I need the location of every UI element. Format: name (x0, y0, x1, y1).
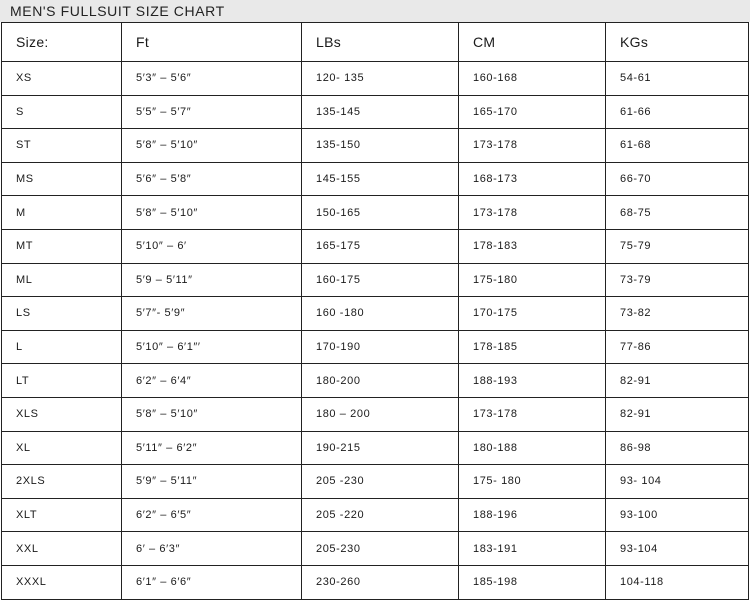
weight-kgs-cell: 82-91 (606, 364, 749, 398)
height-ft-cell: 5′3″ – 5′6″ (122, 62, 302, 96)
table-row (2, 498, 749, 532)
table-row (2, 565, 749, 599)
weight-lbs-cell: 135-150 (302, 129, 459, 163)
size-cell: XXL (2, 532, 122, 566)
height-ft-cell: 5′11″ – 6′2″ (122, 431, 302, 465)
header-lbs: LBs (302, 23, 459, 62)
header-kgs: KGs (606, 23, 749, 62)
height-cm-cell: 180-188 (459, 431, 606, 465)
table-row (2, 129, 749, 163)
size-cell: LT (2, 364, 122, 398)
height-ft-cell: 6′2″ – 6′5″ (122, 498, 302, 532)
weight-lbs-cell: 180-200 (302, 364, 459, 398)
height-cm-cell: 178-183 (459, 229, 606, 263)
header-ft: Ft (122, 23, 302, 62)
header-cm: CM (459, 23, 606, 62)
height-cm-cell: 188-193 (459, 364, 606, 398)
table-row (2, 62, 749, 96)
header-row (2, 23, 749, 62)
weight-lbs-cell: 170-190 (302, 330, 459, 364)
table-row (2, 196, 749, 230)
weight-lbs-cell: 160-175 (302, 263, 459, 297)
table-row (2, 229, 749, 263)
weight-kgs-cell: 75-79 (606, 229, 749, 263)
weight-kgs-cell: 77-86 (606, 330, 749, 364)
weight-kgs-cell: 93-100 (606, 498, 749, 532)
height-ft-cell: 5′6″ – 5′8″ (122, 162, 302, 196)
height-ft-cell: 6′1″ – 6′6″ (122, 565, 302, 599)
height-cm-cell: 173-178 (459, 196, 606, 230)
weight-kgs-cell: 73-82 (606, 297, 749, 331)
weight-lbs-cell: 160 -180 (302, 297, 459, 331)
height-cm-cell: 175- 180 (459, 465, 606, 499)
table-row (2, 364, 749, 398)
size-cell: 2XLS (2, 465, 122, 499)
height-cm-cell: 188-196 (459, 498, 606, 532)
weight-lbs-cell: 205-230 (302, 532, 459, 566)
size-cell: MS (2, 162, 122, 196)
weight-lbs-cell: 205 -230 (302, 465, 459, 499)
title-bar (0, 0, 750, 22)
weight-lbs-cell: 230-260 (302, 565, 459, 599)
weight-kgs-cell: 104-118 (606, 565, 749, 599)
height-ft-cell: 5′10″ – 6′1″′ (122, 330, 302, 364)
height-cm-cell: 173-178 (459, 129, 606, 163)
weight-lbs-cell: 205 -220 (302, 498, 459, 532)
table-body (2, 62, 749, 600)
weight-kgs-cell: 68-75 (606, 196, 749, 230)
table-row (2, 162, 749, 196)
header-size: Size: (2, 23, 122, 62)
height-cm-cell: 170-175 (459, 297, 606, 331)
size-chart-table (1, 22, 749, 600)
size-cell: XXXL (2, 565, 122, 599)
weight-kgs-cell: 86-98 (606, 431, 749, 465)
weight-kgs-cell: 93- 104 (606, 465, 749, 499)
table-row (2, 330, 749, 364)
size-cell: S (2, 95, 122, 129)
weight-kgs-cell: 54-61 (606, 62, 749, 96)
height-ft-cell: 6′ – 6′3″ (122, 532, 302, 566)
height-cm-cell: 160-168 (459, 62, 606, 96)
height-ft-cell: 5′10″ – 6′ (122, 229, 302, 263)
height-ft-cell: 5′8″ – 5′10″ (122, 196, 302, 230)
size-cell: LS (2, 297, 122, 331)
height-ft-cell: 6′2″ – 6′4″ (122, 364, 302, 398)
height-ft-cell: 5′9 – 5′11″ (122, 263, 302, 297)
height-ft-cell: 5′8″ – 5′10″ (122, 397, 302, 431)
height-cm-cell: 178-185 (459, 330, 606, 364)
height-ft-cell: 5′5″ – 5′7″ (122, 95, 302, 129)
weight-lbs-cell: 135-145 (302, 95, 459, 129)
size-cell: XLT (2, 498, 122, 532)
table-row (2, 465, 749, 499)
weight-lbs-cell: 180 – 200 (302, 397, 459, 431)
height-ft-cell: 5′7″- 5′9″ (122, 297, 302, 331)
table-row (2, 431, 749, 465)
size-cell: XS (2, 62, 122, 96)
size-cell: ST (2, 129, 122, 163)
size-cell: XLS (2, 397, 122, 431)
weight-lbs-cell: 120- 135 (302, 62, 459, 96)
weight-kgs-cell: 66-70 (606, 162, 749, 196)
table-row (2, 297, 749, 331)
height-ft-cell: 5′9″ – 5′11″ (122, 465, 302, 499)
weight-kgs-cell: 61-66 (606, 95, 749, 129)
weight-kgs-cell: 61-68 (606, 129, 749, 163)
height-cm-cell: 175-180 (459, 263, 606, 297)
weight-lbs-cell: 145-155 (302, 162, 459, 196)
size-cell: M (2, 196, 122, 230)
table-row (2, 397, 749, 431)
size-cell: L (2, 330, 122, 364)
height-cm-cell: 183-191 (459, 532, 606, 566)
table-row (2, 532, 749, 566)
weight-lbs-cell: 190-215 (302, 431, 459, 465)
size-cell: MT (2, 229, 122, 263)
size-cell: ML (2, 263, 122, 297)
height-cm-cell: 173-178 (459, 397, 606, 431)
weight-lbs-cell: 165-175 (302, 229, 459, 263)
weight-kgs-cell: 93-104 (606, 532, 749, 566)
height-ft-cell: 5′8″ – 5′10″ (122, 129, 302, 163)
size-cell: XL (2, 431, 122, 465)
table-row (2, 263, 749, 297)
weight-lbs-cell: 150-165 (302, 196, 459, 230)
weight-kgs-cell: 73-79 (606, 263, 749, 297)
weight-kgs-cell: 82-91 (606, 397, 749, 431)
height-cm-cell: 168-173 (459, 162, 606, 196)
table-row (2, 95, 749, 129)
chart-title: MEN'S FULLSUIT SIZE CHART (10, 3, 225, 19)
height-cm-cell: 165-170 (459, 95, 606, 129)
height-cm-cell: 185-198 (459, 565, 606, 599)
